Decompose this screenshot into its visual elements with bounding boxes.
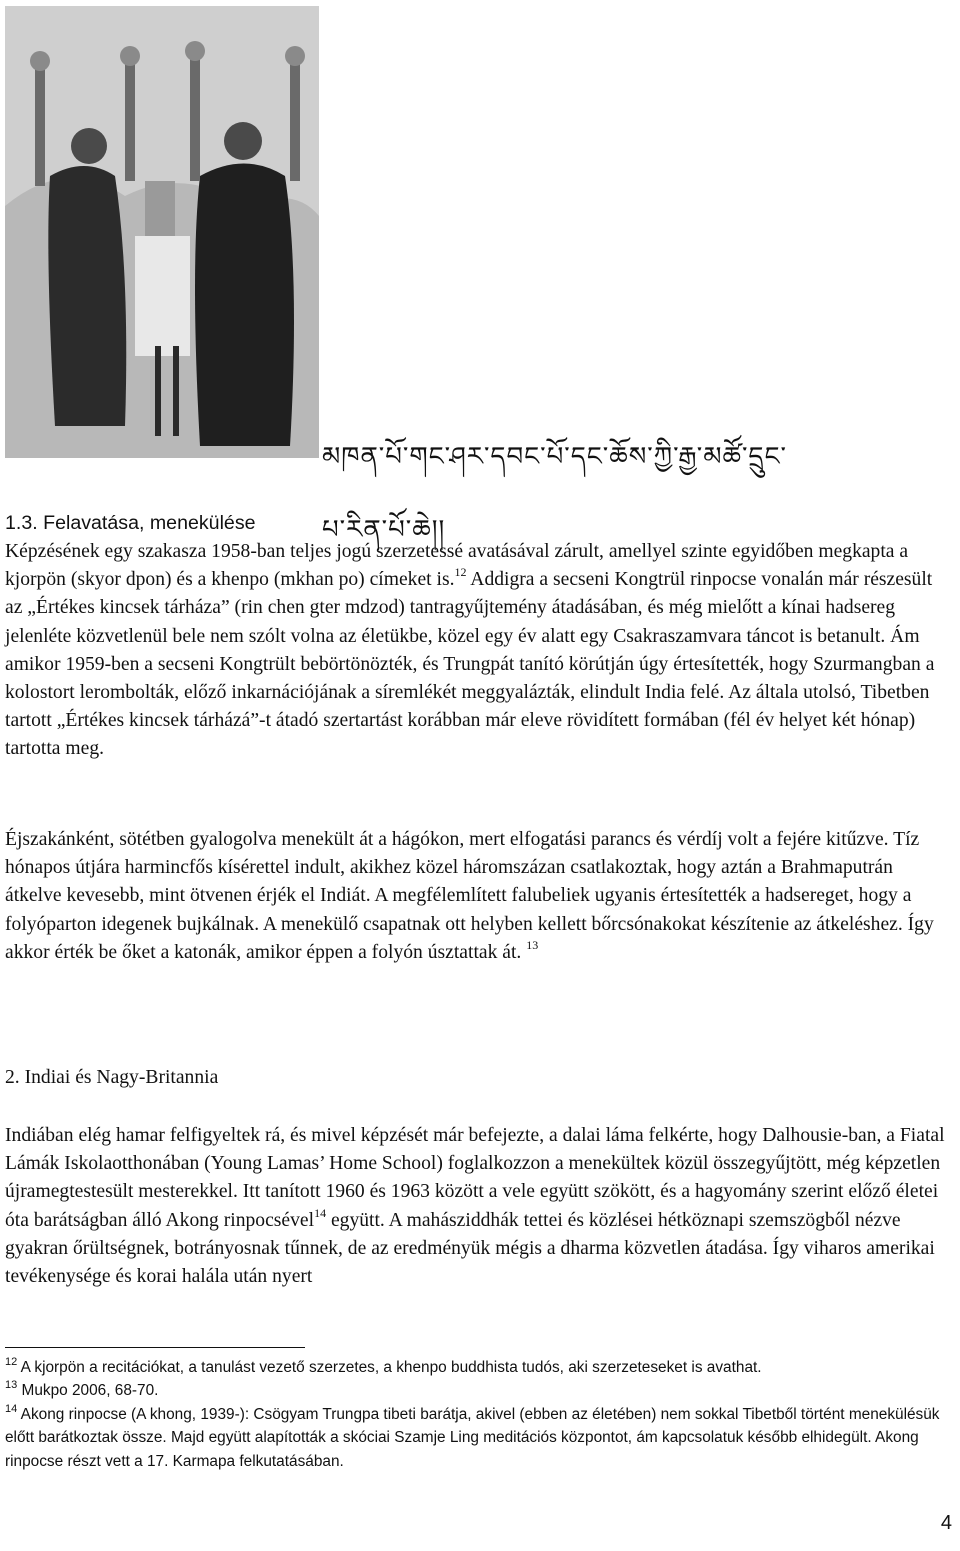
portrait-photo <box>5 6 319 458</box>
footnote-12: $^{12}$ A kjorpön a recitációkat, a tanulást vezető szerzetes, a khenpo buddhista tudós, aki szerzeteseket is avathat. <box>5 1356 762 1376</box>
paragraph-3: Indiában elég hamar felfigyeltek rá, és mivel képzését már befejezte, a dalai láma felkérte, hogy Dalhousie-ban, a Fiatal Lámák Iskolaotthonában (Young Lamas’ Home School) foglalkozzon a menekültek közül összegyűjtött, még képzetlen újramegtestesült mesterekkel. Itt tanított 1960 és 1963 között a vele együtt szökött, és a hagyomány szerint előző életei óta barátságban álló Akong rinpocsével$^{14}$ együtt. A mahásziddhák tettei és közlései hétköznapi szemszögből nézve gyakran őrültségnek, botrányosnak tűnnek, de az eredményük mégis a dharma közvetlen átadása. Így viharos amerikai tevékenysége és korai halála után nyert <box>5 1125 945 1288</box>
footnote-divider <box>5 1347 305 1348</box>
tibetan-caption: མཁན་པོ་གང་ཤར་དབང་པོ་དང་ཆོས་ཀྱི་རྒྱ་མཚོ་དྲུང་པ་རིན་པོ་ཆེ།། <box>322 442 787 545</box>
section-heading: 1.3. Felavatása, menekülése <box>5 512 256 534</box>
footnotes <box>5 1356 950 1473</box>
page-number: 4 <box>940 1512 952 1534</box>
section2-heading: 2. Indiai és Nagy-Britannia <box>5 1067 219 1088</box>
footnote-ref-13[interactable]: 13 <box>526 937 539 952</box>
paragraph-2: Éjszakánként, sötétben gyalogolva menekült át a hágókon, mert elfogatási parancs és vérdíj volt a fejére kitűzve. Tíz hónapos útjára harmincfős kísérettel indult, akikhez közel háromszázan csatlakoztak, hogy aztán a Brahmaputrán átkelve kevesebb, mint ötvenen érjék el Indiát. A megfélemlített falubeliek ugyanis értesítették a hadsereget, hogy a folyóparton idegenek bujkálnak. A menekülő csapatnak ott helyben kellett bőrcsónakokat készítenie az átkeléshez. Így akkor érték be őket a katonák, amikor éppen a folyón úsztattak át. $^{13}$ <box>5 829 934 963</box>
footnote-13: $^{13}$ Mukpo 2006, 68-70. <box>5 1379 159 1400</box>
footnote-ref-12[interactable]: 12 <box>454 565 467 580</box>
footnote-ref-14[interactable]: 14 <box>314 1205 327 1220</box>
paragraph-1: Képzésének egy szakasza 1958-ban teljes jogú szerzetessé avatásával zárult, amellyel szinte egyidőben megkapta a kjorpön (skyor dpon) és a khenpo (mkhan po) címeket is.$^{12}$ Addigra a secseni Kongtrül rinpocse vonalán már részesült az „Értékes kincsek tárháza” (rin chen gter mdzod) tantragyűjtemény átadásában, és még mielőtt a kínai hadsereg jelenléte közvetlenül bele nem szólt volna az életükbe, közel egy év alatt egy Csakraszamvara táncot is betanult. Ám amikor 1959-ben a secseni Kongtrült bebörtönözték, és Trungpát tanító körútján úgy értesítették, hogy Szurmangban a kolostort lerombolták, előző inkarnációjának a síremlékét meggyalázták, elindult India felé. Az általa utolsó, Tibetben tartott „Értékes kincsek tárházá”-t átadó szertartást korábban már eleve rövidített formában (fél év helyet két hónap) tartotta meg. <box>5 541 935 760</box>
footnote-14: $^{14}$ Akong rinpocse (A khong, 1939-): Csögyam Trungpa tibeti barátja, akivel (ebben az életében) nem sokkal Tibetből történt menekülésük előtt barátkoztak össze. Majd együtt alapították a skóciai Szamje Ling meditációs központot, ám kapcsolatuk később elhidegült. Akong rinpocse részt vett a 17. Karmapa felkutatásában. <box>5 1402 940 1470</box>
